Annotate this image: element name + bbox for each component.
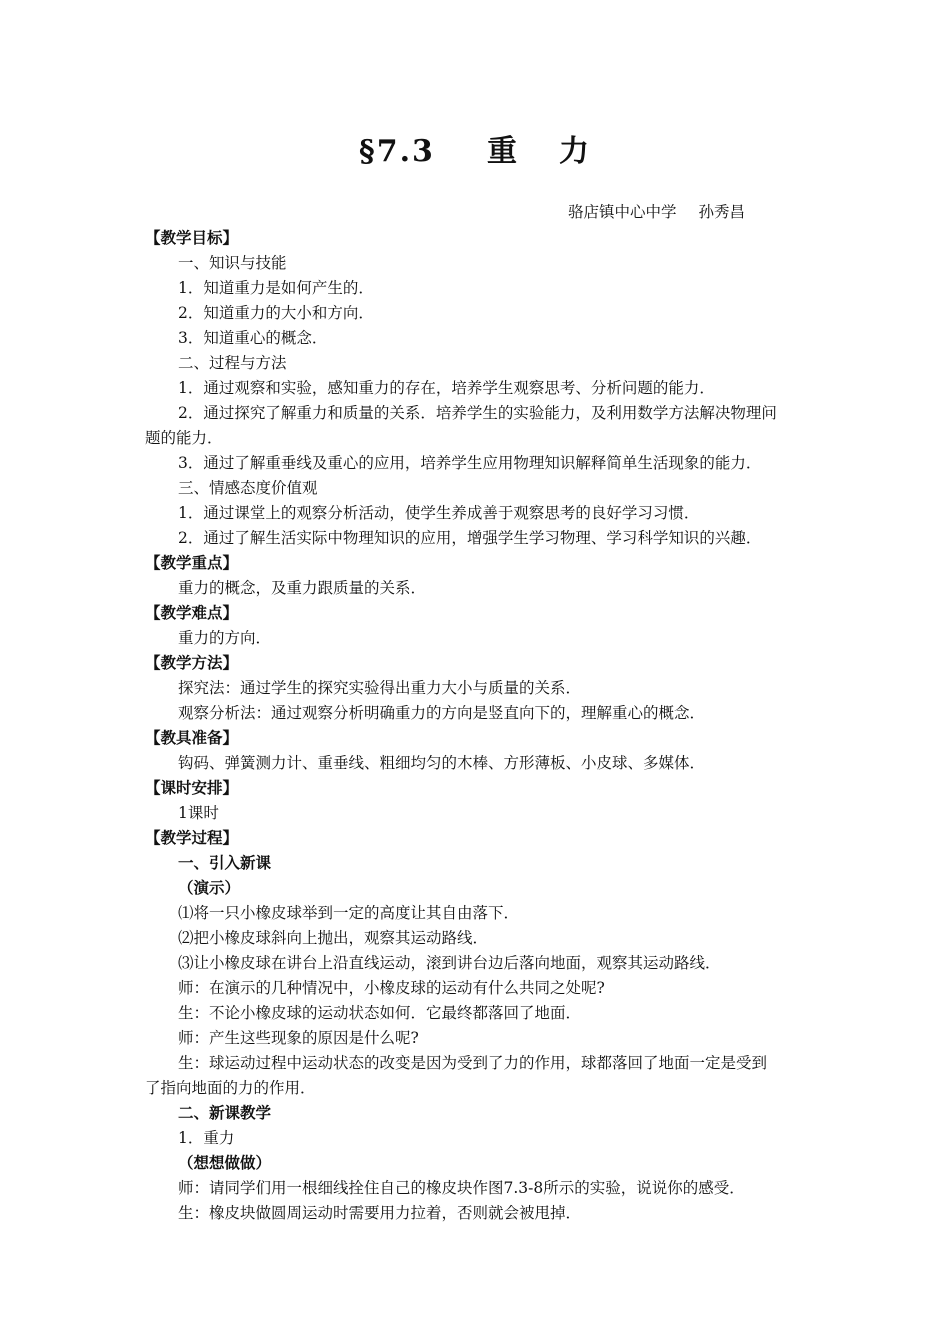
heading-teaching-methods: 【教学方法】 (145, 653, 239, 672)
paragraph-line: 1课时 (178, 804, 219, 822)
heading-teaching-aids: 【教具准备】 (145, 728, 239, 747)
page-title (0, 126, 950, 170)
paragraph-line: ⑵把小橡皮球斜向上抛出，观察其运动路线． (178, 929, 489, 947)
paragraph-line: 钩码、弹簧测力计、重垂线、粗细均匀的木棒、方形薄板、小皮球、多媒体． (178, 754, 706, 772)
paragraph-line: 师：产生这些现象的原因是什么呢? (178, 1029, 419, 1047)
author-line (568, 200, 745, 222)
subheading-demo: （演示） (178, 878, 241, 897)
paragraph-line: 探究法：通过学生的探究实验得出重力大小与质量的关系． (178, 679, 582, 697)
heading-teaching-goals: 【教学目标】 (145, 228, 239, 247)
paragraph-line: 1．知道重力是如何产生的． (178, 279, 374, 297)
paragraph-line: 了指向地面的力的作用． (145, 1079, 316, 1097)
author-name: 孙秀昌 (698, 203, 746, 221)
title-section-number: §7.3 (359, 134, 435, 169)
paragraph-line: 重力的方向． (178, 629, 272, 647)
paragraph-line: 重力的概念，及重力跟质量的关系． (178, 579, 427, 597)
title-char-1: 重 (486, 134, 519, 169)
paragraph-line: 题的能力． (145, 429, 223, 447)
paragraph-line: ⑶让小橡皮球在讲台上沿直线运动，滚到讲台边后落向地面，观察其运动路线． (178, 954, 721, 972)
heading-teaching-process: 【教学过程】 (145, 828, 239, 847)
paragraph-line: 师：请同学们用一根细线拴住自己的橡皮块作图7.3-8所示的实验，说说你的感受． (178, 1179, 745, 1197)
heading-key-points: 【教学重点】 (145, 553, 239, 572)
paragraph-line: 三、情感态度价值观 (178, 479, 318, 497)
paragraph-line: 一、知识与技能 (178, 254, 287, 272)
subheading-new-lesson: 二、新课教学 (178, 1103, 272, 1122)
paragraph-line: 生：不论小橡皮球的运动状态如何．它最终都落回了地面． (178, 1004, 582, 1022)
subheading-introduction: 一、引入新课 (178, 853, 272, 872)
paragraph-line: 生：橡皮块做圆周运动时需要用力拉着，否则就会被甩掉． (178, 1204, 582, 1222)
paragraph-line: 1．重力 (178, 1129, 235, 1147)
paragraph-line: ⑴将一只小橡皮球举到一定的高度让其自由落下． (178, 904, 520, 922)
paragraph-line: 2．通过探究了解重力和质量的关系．培养学生的实验能力，及利用数学方法解决物理问 (178, 404, 777, 422)
paragraph-line: 观察分析法：通过观察分析明确重力的方向是竖直向下的，理解重心的概念． (178, 704, 706, 722)
paragraph-line: 二、过程与方法 (178, 354, 287, 372)
heading-difficult-points: 【教学难点】 (145, 603, 239, 622)
author-school: 骆店镇中心中学 (568, 203, 677, 221)
title-char-2: 力 (558, 134, 591, 169)
paragraph-line: 2．知道重力的大小和方向． (178, 304, 374, 322)
paragraph-line: 1．通过观察和实验，感知重力的存在，培养学生观察思考、分析问题的能力． (178, 379, 715, 397)
paragraph-line: 生：球运动过程中运动状态的改变是因为受到了力的作用，球都落回了地面一定是受到 (178, 1054, 768, 1072)
paragraph-line: 1．通过课堂上的观察分析活动，使学生养成善于观察思考的良好学习习惯． (178, 504, 700, 522)
paragraph-line: 师：在演示的几种情况中，小橡皮球的运动有什么共同之处呢? (178, 979, 605, 997)
paragraph-line: 3．知道重心的概念． (178, 329, 328, 347)
paragraph-line: 2．通过了解生活实际中物理知识的应用，增强学生学习物理、学习科学知识的兴趣． (178, 529, 762, 547)
heading-class-schedule: 【课时安排】 (145, 778, 239, 797)
paragraph-line: 3．通过了解重垂线及重心的应用，培养学生应用物理知识解释简单生活现象的能力． (178, 454, 762, 472)
subheading-think-and-do: （想想做做） (178, 1153, 272, 1172)
